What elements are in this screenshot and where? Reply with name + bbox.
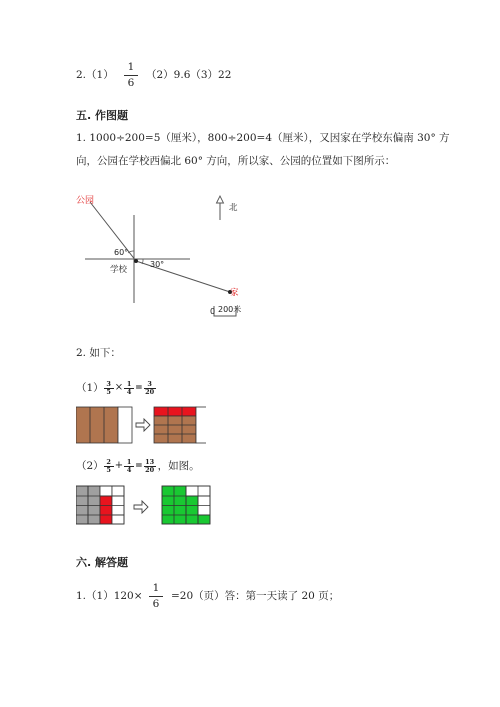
home-label: 家 [230, 288, 239, 298]
equation-1-frac-b: 1 4 [126, 380, 132, 396]
q2-frac-numerator: 1 [127, 61, 135, 73]
equation-2-frac-b: 1 4 [126, 458, 132, 474]
q2-frac-denominator: 6 [127, 77, 135, 89]
scale-200m-label: 200米 [218, 305, 242, 314]
equation-2-suffix: ，如图。 [157, 460, 200, 473]
arrow-right-icon-2 [134, 501, 148, 513]
equation-2-frac-result: 13 20 [145, 458, 155, 474]
equation-2 [76, 459, 200, 474]
grid-pair-1 [76, 406, 206, 446]
section5-p1-line1: 1. 1000÷200=5（厘米），800÷200=4（厘米），又因家在学校东偏南 30° 方 [76, 132, 450, 144]
scale-zero-label: 0 [210, 307, 216, 316]
equation-2-equals: = [135, 461, 143, 472]
equation-1-equals: = [135, 383, 143, 394]
section6-q1-prefix: 1.（1）120× [76, 590, 143, 602]
location-map [70, 188, 260, 318]
section6-title: 六. 解答题 [76, 556, 129, 569]
q2-suffix: （2）9.6（3）22 [146, 69, 232, 81]
equation-2-prefix: （2） [76, 460, 104, 473]
angle-60-label: 60° [114, 248, 129, 257]
grid-1-after [154, 407, 206, 443]
equation-1-prefix: （1） [76, 382, 104, 395]
q2-fraction [124, 61, 138, 90]
section6-frac-denominator: 6 [152, 598, 160, 610]
section5-p1-line2: 向，公园在学校西偏北 60° 方向，所以家、公园的位置如下图所示： [76, 155, 396, 167]
equation-2-operator: + [114, 460, 124, 472]
equation-1 [76, 381, 156, 396]
equation-1-operator: × [114, 382, 124, 394]
angle-30-label: 30° [150, 260, 165, 269]
section5-p2: 2. 如下： [76, 347, 121, 359]
grid-pair-2 [76, 485, 216, 529]
q2-prefix: 2.（1） [76, 69, 114, 81]
school-point [134, 259, 138, 263]
grid-2-before [76, 486, 124, 524]
school-label: 学校 [110, 265, 128, 275]
section6-q1-suffix: =20（页）答：第一天读了 20 页； [171, 590, 340, 602]
park-label: 公园 [76, 196, 95, 206]
grid-1-before [76, 407, 132, 443]
grid-2-after [162, 486, 210, 524]
arrow-right-icon [136, 419, 150, 431]
north-arrow-icon [217, 196, 224, 203]
section6-frac-numerator: 1 [152, 582, 160, 594]
equation-1-frac-result: 3 20 [145, 380, 155, 396]
equation-1-frac-a: 3 5 [106, 380, 111, 396]
section6-q1-fraction [149, 582, 163, 611]
north-label: 北 [229, 203, 238, 213]
section5-title: 五. 作图题 [76, 109, 129, 122]
equation-2-frac-a: 2 5 [106, 458, 111, 474]
